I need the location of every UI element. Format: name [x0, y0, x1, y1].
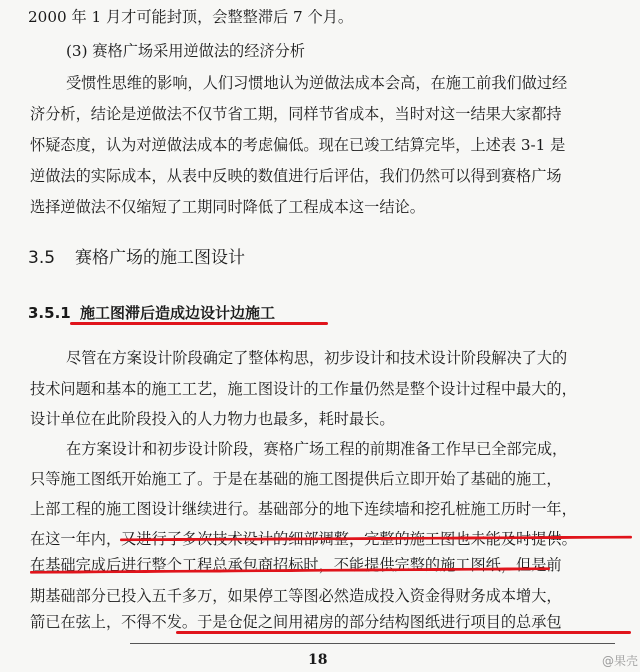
red-underline [176, 631, 631, 634]
text-line: 在基础完成后进行整个工程总承包商招标时，不能提供完整的施工图纸，但是前 [30, 556, 562, 574]
text-line: 上部工程的施工图设计继续进行。基础部分的地下连续墙和挖孔桩施工历时一年， [30, 500, 577, 518]
text-line: 技术问题和基本的施工工艺，施工图设计的工作量仍然是整个设计过程中最大的， [30, 380, 577, 398]
text-line: 选择逆做法不仅缩短了工期同时降低了工程成本这一结论。 [30, 198, 425, 216]
subsection-title: 施工图滞后造成边设计边施工 [80, 304, 276, 322]
text-line: 期基础部分已投入五千多万，如果停工等图必然造成投入资金得财务成本增大， [30, 587, 562, 605]
text-line: 2000 年 1 月才可能封顶，会整整滞后 7 个月。 [28, 8, 354, 26]
text-line: 尽管在方案设计阶段确定了整体构思，初步设计和技术设计阶段解决了大的 [66, 349, 568, 367]
text-line: 设计单位在此阶段投入的人力物力也最多，耗时最长。 [30, 410, 395, 428]
section-title: 赛格广场的施工图设计 [75, 248, 245, 268]
text-line: 箭已在弦上，不得不发。于是仓促之间用裙房的部分结构图纸进行项目的总承包 [30, 613, 562, 631]
text-line: 逆做法的实际成本，从表中反映的数值进行后评估，我们仍然可以得到赛格广场 [30, 167, 562, 185]
text-line: 受惯性思维的影响，人们习惯地认为逆做法成本会高，在施工前我们做过经 [66, 74, 568, 92]
text-line: 在这一年内，又进行了多次技术设计的细部调整，完整的施工图也未能及时提供。 [30, 530, 577, 548]
text-line: 怀疑态度，认为对逆做法成本的考虑偏低。现在已竣工结算完毕，上述表 3-1 是 [30, 136, 566, 154]
section-number: 3.5 [28, 248, 56, 268]
subsection-number: 3.5.1 [28, 304, 71, 322]
watermark: @果壳 [601, 654, 638, 668]
text-line: 只等施工图纸开始施工了。于是在基础的施工图提供后立即开始了基础的施工， [30, 470, 562, 488]
text-line: 在方案设计和初步设计阶段，赛格广场工程的前期准备工作早已全部完成， [66, 440, 568, 458]
page-number: 18 [308, 652, 328, 668]
text-line: 济分析，结论是逆做法不仅节省工期，同样节省成本，当时对这一结果大家都持 [30, 105, 562, 123]
footer-divider [130, 643, 615, 644]
paragraph-heading: (3) 赛格广场采用逆做法的经济分析 [66, 42, 305, 60]
red-underline [70, 322, 328, 325]
